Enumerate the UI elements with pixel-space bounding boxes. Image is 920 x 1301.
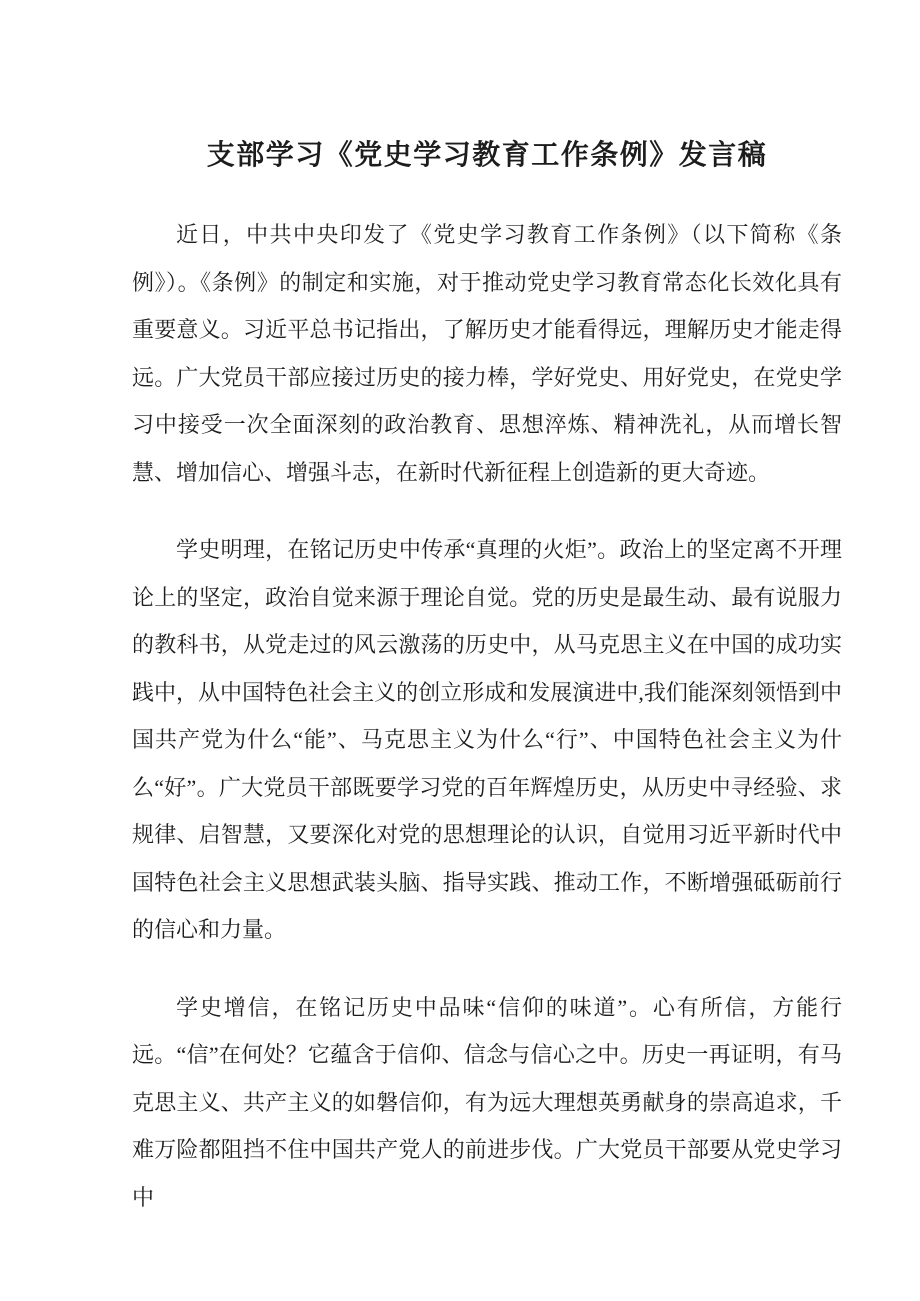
paragraph-xueshi-zengxin: 学史增信，在铭记历史中品味“信仰的味道”。心有所信，方能行远。“信”在何处？它蕴含于信仰、信念与信心之中。历史一再证明，有马克思主义、共产主义的如磐信仰，有为远大理想英勇献身的崇高追求，千难万险都阻挡不住中国共产党人的前进步伐。广大党员干部要从党史学习中 [132, 994, 842, 1210]
paragraph-xueshi-mingli: 学史明理，在铭记历史中传承“真理的火炬”。政治上的坚定离不开理论上的坚定，政治自觉来源于理论自觉。党的历史是最生动、最有说服力的教科书，从党走过的风云激荡的历史中，从马克思主义在中国的成功实践中，从中国特色社会主义的创立形成和发展演进中,我们能深刻领悟到中国共产党为什么“能”、马克思主义为什么“行”、中国特色社会主义为什么“好”。广大党员干部既要学习党的百年辉煌历史，从历史中寻经验、求规律、启智慧，又要深化对党的思想理论的认识，自觉用习近平新时代中国特色社会主义思想武装头脑、指导实践、推动工作，不断增强砥砺前行的信心和力量。 [132, 537, 842, 942]
paragraph-intro: 近日，中共中央印发了《党史学习教育工作条例》（以下简称《条例》）。《条例》的制定和实施，对于推动党史学习教育常态化长效化具有重要意义。习近平总书记指出，了解历史才能看得远，理解历史才能走得远。广大党员干部应接过历史的接力棒，学好党史、用好党史，在党史学习中接受一次全面深刻的政治教育、思想淬炼、精神洗礼，从而增长智慧、增加信心、增强斗志，在新时代新征程上创造新的更大奇迹。 [132, 222, 842, 485]
document-title: 支部学习《党史学习教育工作条例》发言稿 [206, 140, 768, 171]
